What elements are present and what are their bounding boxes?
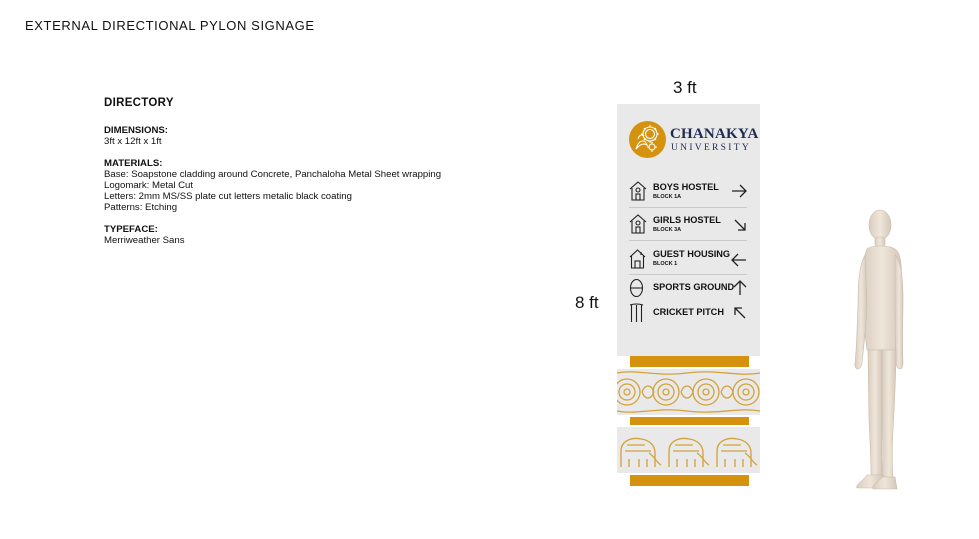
direction-name: SPORTS GROUND — [653, 282, 735, 292]
materials-item: Base: Soapstone cladding around Concrete, Panchaloha Metal Sheet wrapping — [104, 169, 442, 180]
width-dimension-label: 3 ft — [673, 78, 697, 97]
gold-band-middle — [630, 417, 749, 425]
arrow-left-icon — [731, 253, 747, 272]
dimensions-value: 3ft x 12ft x 1ft — [104, 136, 162, 147]
gold-band-bottom — [630, 475, 749, 486]
direction-name: CRICKET PITCH — [653, 307, 724, 317]
arrow-down-right-icon — [733, 218, 747, 237]
direction-block: BLOCK 1A — [653, 194, 682, 200]
typeface-value: Merriweather Sans — [104, 235, 185, 246]
dimensions-section — [104, 125, 524, 147]
materials-item: Letters: 2mm MS/SS plate cut letters metalic black coating — [104, 191, 352, 202]
direction-row-guest-housing — [629, 244, 747, 275]
typeface-section — [104, 224, 524, 246]
direction-block: BLOCK 3A — [653, 227, 682, 233]
logo-name: CHANAKYA — [670, 126, 759, 142]
direction-name: GUEST HOUSING — [653, 249, 731, 259]
gold-band-top — [630, 356, 749, 367]
dimensions-label: DIMENSIONS: — [104, 125, 168, 136]
direction-name: GIRLS HOSTEL — [653, 215, 721, 225]
typeface-label: TYPEFACE: — [104, 224, 158, 235]
spec-heading: DIRECTORY — [104, 97, 174, 109]
direction-name: BOYS HOSTEL — [653, 182, 719, 192]
ball-icon — [629, 278, 644, 303]
materials-item: Logomark: Metal Cut — [104, 180, 194, 191]
direction-block: BLOCK 1 — [653, 261, 678, 267]
floral-pattern-band — [617, 369, 760, 415]
materials-item: Patterns: Etching — [104, 202, 178, 213]
page-title: EXTERNAL DIRECTIONAL PYLON SIGNAGE — [25, 18, 315, 33]
direction-row-cricket-pitch — [629, 302, 747, 332]
elephant-pattern-band — [617, 427, 760, 473]
materials-section — [104, 158, 524, 213]
logo-subtitle: UNIVERSITY — [671, 143, 751, 153]
arrow-right-icon — [731, 184, 747, 203]
mannequin-scale-figure — [845, 205, 910, 495]
hostel-building-icon — [629, 213, 647, 240]
direction-row-girls-hostel — [629, 210, 747, 241]
spec-block — [104, 98, 524, 257]
arrow-up-left-icon — [733, 306, 747, 325]
hostel-building-icon — [629, 180, 647, 207]
university-logo — [629, 121, 759, 159]
arrow-up-icon — [733, 280, 747, 301]
cricket-stumps-icon — [629, 303, 644, 328]
pylon-sign-panel — [617, 104, 760, 356]
height-dimension-label: 8 ft — [575, 293, 599, 312]
lotus-emblem-icon — [629, 121, 666, 158]
direction-row-boys-hostel — [629, 177, 747, 208]
materials-label: MATERIALS: — [104, 158, 163, 169]
house-icon — [629, 248, 646, 274]
